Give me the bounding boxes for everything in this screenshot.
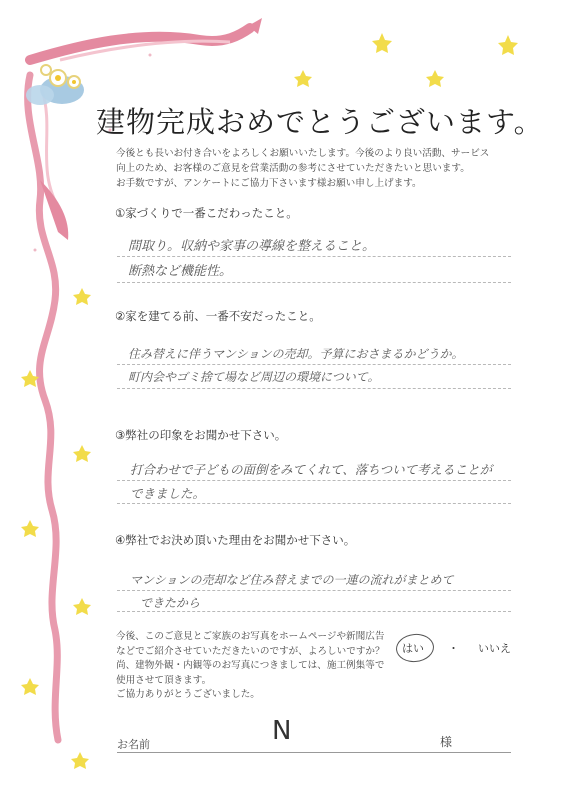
answer-line (117, 480, 511, 481)
answer-2-line-1: 住み替えに伴うマンションの売却。予算におさまるかどうか。 (128, 347, 464, 361)
answer-3-line-2: できました。 (130, 486, 206, 501)
answer-line (117, 282, 511, 283)
answer-line (117, 611, 511, 612)
consent-line: 今後、このご意見とご家族のお写真をホームページや新聞広告 (116, 631, 385, 642)
answer-line (117, 590, 511, 591)
intro-line: 向上のため、お客様のご意見を営業活動の参考にさせていただきたいと思います。 (116, 163, 470, 174)
answer-line (117, 503, 511, 504)
answer-line (117, 256, 511, 257)
name-field[interactable]: N (272, 716, 292, 746)
left-ribbon (28, 75, 58, 740)
answer-4-line-1: マンションの売却など住み替えまでの一連の流れがまとめて (130, 573, 454, 587)
name-suffix: 様 (440, 735, 453, 749)
intro-line: 今後とも長いお付き合いをよろしくお願いいたします。今後のより良い活動、サービス (116, 148, 490, 159)
name-label: お名前 (117, 738, 150, 751)
name-underline (117, 752, 511, 753)
consent-text (116, 630, 416, 703)
answer-3-line-1: 打合わせで子どもの面倒をみてくれて、落ちついて考えることが (130, 462, 493, 477)
question-1: ①家づくりで一番こだわったこと。 (115, 206, 298, 220)
question-3: ③弊社の印象をお聞かせ下さい。 (115, 428, 287, 442)
answer-1-line-2: 断熱など機能性。 (128, 264, 233, 279)
consent-line: などでご紹介させていただきたいのですが、よろしいですか？ (116, 645, 385, 657)
question-4: ④弊社でお決め頂いた理由をお聞かせ下さい。 (115, 533, 356, 547)
consent-line: 尚、建物外観・内観等のお写真につきましては、施工例集等で (116, 660, 385, 671)
answer-4-line-2: できたから (140, 596, 201, 610)
consent-line: 使用させて頂きます。 (116, 674, 212, 686)
choice-no[interactable]: いいえ (478, 642, 511, 655)
answer-line (117, 388, 511, 389)
choice-yes[interactable]: はい (402, 642, 424, 655)
answer-line (117, 364, 511, 365)
consent-line: ご協力ありがとうございました。 (116, 689, 260, 700)
intro-text (116, 146, 536, 191)
answer-2-line-2: 町内会やゴミ捨て場など周辺の環境について。 (128, 370, 380, 384)
page-title: 建物完成おめでとうございます。 (96, 105, 544, 139)
intro-line: お手数ですが、アンケートにご協力下さいます様お願い申し上げます。 (116, 178, 422, 189)
question-2: ②家を建てる前、一番不安だったこと。 (115, 309, 321, 323)
answer-1-line-1: 間取り。収納や家事の導線を整えること。 (128, 239, 376, 254)
choice-separator: ・ (448, 642, 459, 655)
